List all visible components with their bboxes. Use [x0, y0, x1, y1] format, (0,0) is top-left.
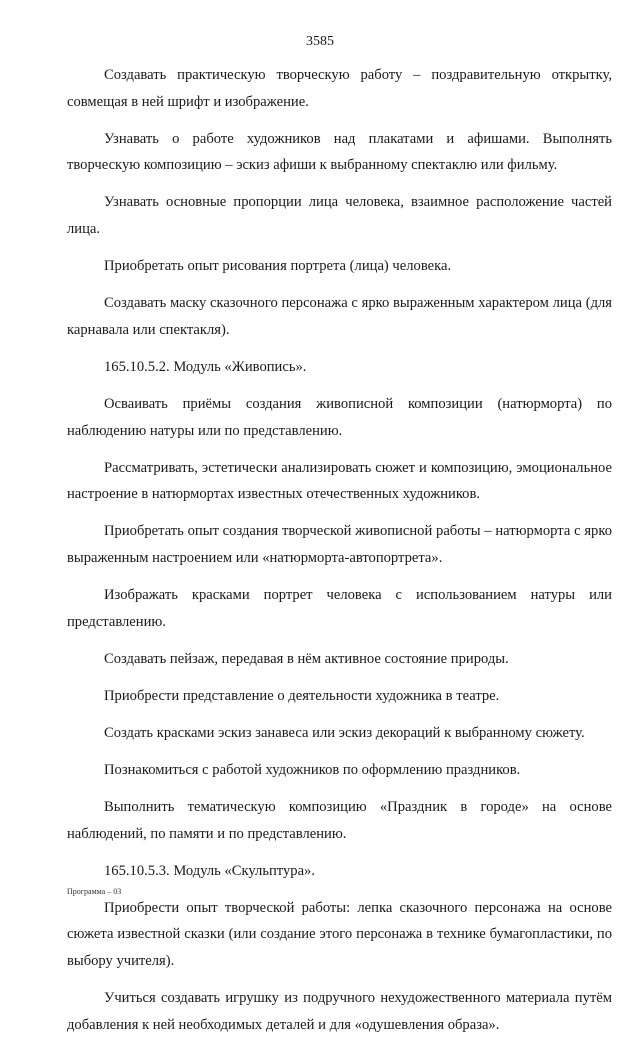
document-body: [67, 62, 612, 1049]
paragraph: Узнавать о работе художников над плакатами и афишами. Выполнять творческую композицию – эскиз афиши к выбранному спектаклю или фильму.: [67, 130, 612, 174]
paragraph: Выполнить тематическую композицию «Праздник в городе» на основе наблюдений, по памяти и по представлению.: [67, 799, 612, 842]
section-heading-sculpture: 165.10.5.3. Модуль «Скульптура».: [104, 862, 315, 879]
section-heading-painting: 165.10.5.2. Модуль «Живопись».: [104, 358, 307, 375]
paragraph: Узнавать основные пропорции лица человека, взаимное расположение частей лица.: [67, 194, 612, 237]
paragraph: Приобрести опыт творческой работы: лепка сказочного персонажа на основе сюжета известной сказки (или создание этого персонажа в технике бумагопластики, по выбору учителя).: [67, 899, 612, 970]
paragraph: Приобрести представление о деятельности художника в театре.: [104, 687, 500, 704]
paragraph: Создавать пейзаж, передавая в нём активное состояние природы.: [104, 650, 509, 667]
paragraph: Осваивать приёмы создания живописной композиции (натюрморта) по наблюдению натуры или по представлению.: [67, 395, 612, 439]
page-number: 3585: [306, 34, 334, 49]
paragraph: Создавать практическую творческую работу – поздравительную открытку, совмещая в ней шрифт и изображение.: [67, 67, 612, 110]
paragraph: Создать красками эскиз занавеса или эскиз декораций к выбранному сюжету.: [104, 724, 585, 741]
paragraph: Изображать красками портрет человека с использованием натуры или представлению.: [67, 587, 612, 630]
paragraph: Приобретать опыт создания творческой живописной работы – натюрморта с ярко выраженным настроением или «натюрморта-автопортрета».: [67, 523, 612, 566]
paragraph: Учиться создавать игрушку из подручного нехудожественного материала путём добавления к ней необходимых деталей и для «одушевления образа».: [67, 990, 612, 1033]
paragraph: Приобретать опыт рисования портрета (лица) человека.: [104, 258, 452, 275]
paragraph: Создавать маску сказочного персонажа с ярко выраженным характером лица (для карнавала или спектакля).: [67, 295, 612, 338]
page-footer: Программа – 03: [67, 887, 122, 896]
paragraph: Познакомиться с работой художников по оформлению праздников.: [104, 761, 521, 778]
paragraph: Рассматривать, эстетически анализировать сюжет и композицию, эмоциональное настроение в натюрмортах известных отечественных художников.: [67, 459, 612, 503]
